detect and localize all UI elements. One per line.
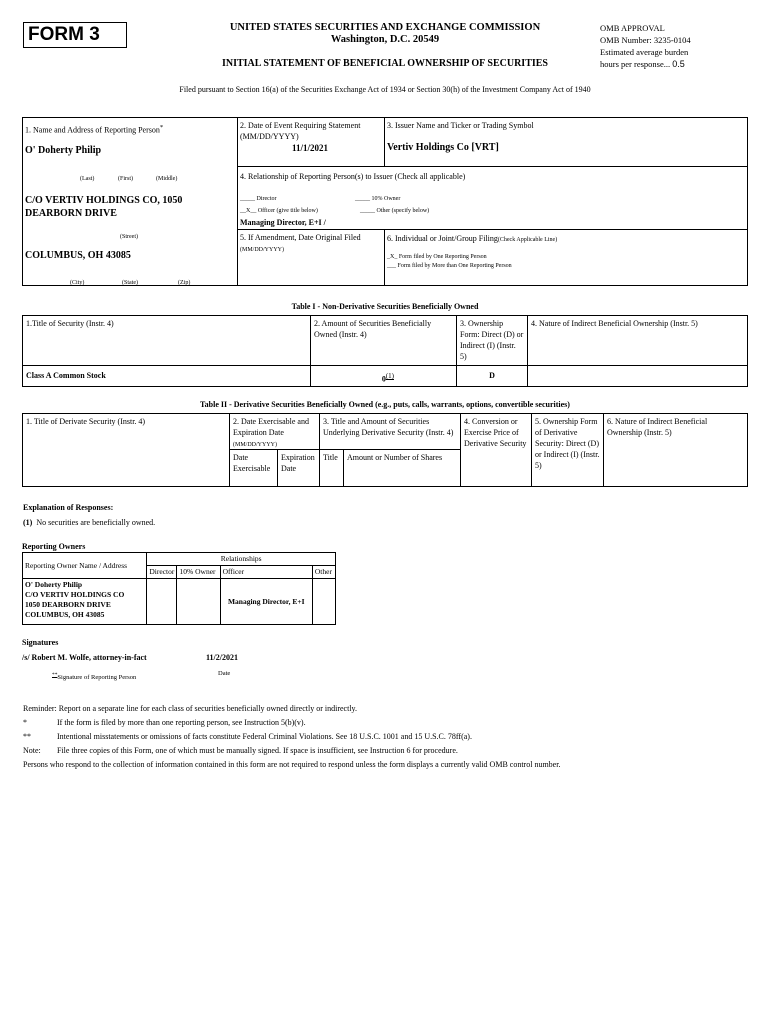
agency-location: Washington, D.C. 20549 [330,34,440,45]
ro-10-owner-val [177,579,220,625]
omb-hours-label: hours per response... [600,59,671,69]
label-last: (Last) [80,176,95,182]
t2-col-underlying-title: Title [319,449,344,487]
footer-sym-1: * [23,718,27,727]
footer-sym-3: Note: [23,746,41,755]
t1-row-nature [527,365,748,387]
rel-director: _____ Director [240,196,277,202]
t1-col-title: 1.Title of Security (Instr. 4) [22,315,311,366]
filing-option-one: _X_ Form filed by One Reporting Person [387,254,487,260]
ro-col-name: Reporting Owner Name / Address [23,553,147,579]
box3-label: 3. Issuer Name and Ticker or Trading Symbol [387,121,534,130]
t1-col-amount: 2. Amount of Securities Beneficially Owned (Instr. 4) [310,315,457,366]
table1-title: Table I - Non-Derivative Securities Beneficially Owned [291,302,479,311]
footer-text-3: File three copies of this Form, one of which must be manually signed. If space is insufficient, see Instruction 6 for procedure. [57,746,458,755]
ro-col-officer: Officer [220,566,312,579]
page-title: INITIAL STATEMENT OF BENEFICIAL OWNERSHIP OF SECURITIES [221,58,548,69]
omb-number: OMB Number: 3235-0104 [600,35,691,45]
ro-col-other: Other [312,566,335,579]
signature-date: 11/2/2021 [206,653,239,662]
reporting-city: COLUMBUS, OH 43085 [25,250,131,261]
ro-officer-val: Managing Director, E+I [220,579,312,625]
box1-label-text: 1. Name and Address of Reporting Person [25,125,160,135]
ro-col-director: Director [147,566,177,579]
box6-label [387,233,557,244]
ro-owner-address [23,579,147,625]
omb-hours-value: 0.5 [672,59,685,69]
ro-col-relationships: Relationships [147,553,336,566]
omb-burden: Estimated average burden [600,47,689,57]
box5-label-text: 5. If Amendment, Date Original Filed [240,233,361,242]
table2-title: Table II - Derivative Securities Beneficially Owned (e.g., puts, calls, warrants, options, convertible securities) [200,400,570,409]
signature-name: /s/ Robert M. Wolfe, attorney-in-fact [22,653,147,662]
filing-option-more: ___ Form filed by More than One Reporting Person [387,263,512,269]
ro-line-3: 1050 DEARBORN DRIVE [25,600,111,609]
ro-line-1: O' Doherty Philip [25,580,83,589]
signature-mark: ** [52,672,58,678]
agency-name: UNITED STATES SECURITIES AND EXCHANGE COMMISSION [229,22,541,33]
t1-col-nature: 4. Nature of Indirect Beneficial Ownership (Instr. 5) [527,315,748,366]
ro-line-2: C/O VERTIV HOLDINGS CO [25,590,125,599]
t2-col-shares: Amount or Number of Shares [343,449,461,487]
t2-col-nature: 6. Nature of Indirect Beneficial Ownership (Instr. 5) [603,413,748,487]
ro-col-10-owner: 10% Owner [177,566,220,579]
omb-approval [600,22,760,70]
t1-col-form: 3. Ownership Form: Direct (D) or Indirect (I) (Instr. 5) [456,315,528,366]
footnote-1-text: No securities are beneficially owned. [36,518,156,527]
signatures-heading: Signatures [22,638,59,647]
signature-label [52,670,136,683]
footnote-1 [23,517,155,528]
t2-col-date-exercisable: Date Exercisable [229,449,278,487]
ro-other-val [312,579,335,625]
label-middle: (Middle) [156,176,178,182]
omb-title: OMB APPROVAL [600,23,665,33]
t1-row-form: D [456,365,528,387]
officer-title: Managing Director, E+I / [240,218,326,227]
t2-dates-format: (MM/DD/YYYY) [233,442,277,448]
footer-reminder: Reminder: Report on a separate line for each class of securities beneficially owned directly or indirectly. [23,704,358,713]
box2-label: 2. Date of Event Requiring Statement (MM/DD/YYYY) [240,121,361,141]
t2-col-expiration: Expiration Date [277,449,320,487]
footer-text-2: Intentional misstatements or omissions of facts constitute Federal Criminal Violations. See 18 U.S.C. 1001 and 15 U.S.C. 78ff(a). [57,732,472,741]
label-state: (State) [122,280,138,286]
t2-col-title: 1. Title of Derivate Security (Instr. 4) [22,413,230,487]
reporting-person-name: O' Doherty Philip [25,145,102,156]
box5-label [240,232,384,254]
agency-header [215,22,555,46]
box1-label [25,122,235,136]
t2-col-price: 4. Conversion or Exercise Price of Derivative Security [460,413,532,487]
filed-under: Filed pursuant to Section 16(a) of the Securities Exchange Act of 1934 or Section 30(h) of the Investment Company Act of 1940 [179,85,591,94]
t2-col-dates [229,413,320,450]
label-city: (City) [70,280,85,286]
footer-persons: Persons who respond to the collection of information contained in this form are not required to respond unless the form displays a currently valid OMB control number. [23,760,561,769]
t1-row-amount [310,365,457,387]
box4-label: 4. Relationship of Reporting Person(s) to Issuer (Check all applicable) [240,172,466,181]
footnote-1-number: (1) [23,518,33,527]
signature-date-label: Date [218,670,231,677]
signature-label-text: Signature of Reporting Person [57,674,137,682]
t2-col-underlying: 3. Title and Amount of Securities Underlying Derivative Security (Instr. 4) [319,413,461,450]
label-street: (Street) [120,234,138,240]
footer-sym-2: ** [23,732,31,741]
box6-note: (Check Applicable Line) [497,237,558,243]
reporting-street: C/O VERTIV HOLDINGS CO, 1050 DEARBORN DRIVE [25,195,183,219]
t1-amount-value: 0 [381,374,386,384]
issuer-value: Vertiv Holdings Co [VRT] [387,142,499,153]
form-label: FORM 3 [23,22,127,48]
event-date-value: 11/1/2021 [291,143,328,153]
reporting-owners-heading: Reporting Owners [22,542,86,551]
rel-other: _____ Other (specify below) [360,208,430,214]
label-first: (First) [118,176,133,182]
box1-mark: * [159,124,164,131]
ro-line-4: COLUMBUS, OH 43085 [25,610,105,619]
rel-officer: __X__ Officer (give title below) [240,208,318,214]
box6-label-text: 6. Individual or Joint/Group Filing [387,234,498,243]
t2-col-ownership: 5. Ownership Form of Derivative Security: Direct (D) or Indirect (I) (Instr. 5) [531,413,604,487]
reporting-owners-table [22,552,336,625]
label-zip: (Zip) [178,280,191,286]
rel-10-owner: _____ 10% Owner [355,196,401,202]
explanation-heading: Explanation of Responses: [23,503,114,512]
t2-col-dates-text: 2. Date Exercisable and Expiration Date [233,417,309,437]
box5-format: (MM/DD/YYYY) [240,247,284,253]
t1-row-security: Class A Common Stock [22,365,311,387]
ro-director-val [147,579,177,625]
t1-footnote-ref: (1) [385,372,394,380]
footer-text-1: If the form is filed by more than one reporting person, see Instruction 5(b)(v). [57,718,306,727]
omb-hours [600,58,760,70]
